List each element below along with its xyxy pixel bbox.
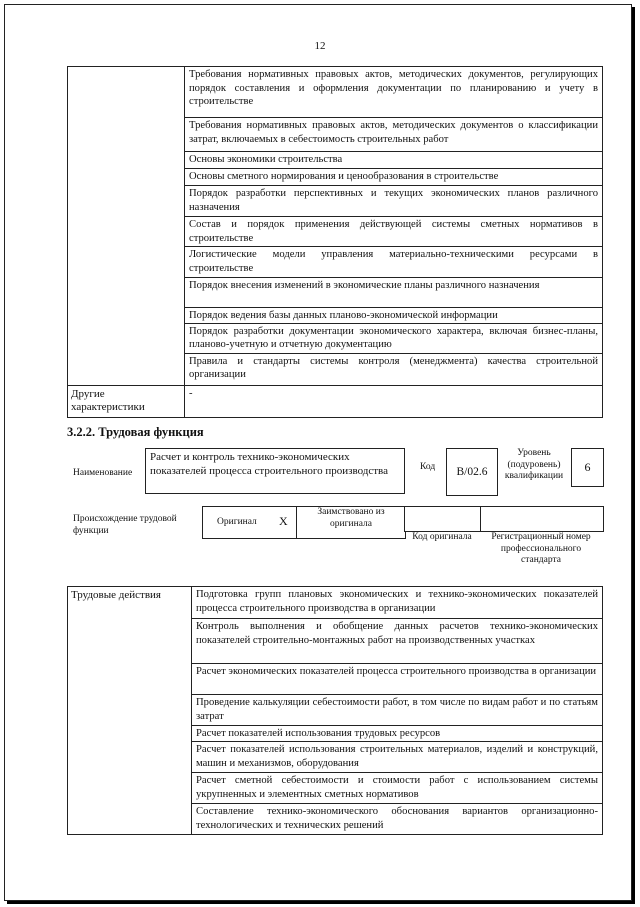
- name-label: Наименование: [73, 468, 133, 478]
- knowledge-item: Требования нормативных правовых актов, методических документов, регулирующих порядок составления и оформления документации по планированию и учету в строительстве: [185, 67, 603, 118]
- empty-label-cell: [68, 67, 185, 386]
- knowledge-item: Логистические модели управления материально-техническими ресурсами в строительстве: [185, 247, 603, 278]
- code-box: [446, 448, 498, 496]
- other-characteristics-label: Другие характеристики: [68, 385, 185, 417]
- code-label: Код: [420, 462, 436, 472]
- registration-caption: Регистрационный номер профессионального стандарта: [491, 532, 591, 565]
- labour-action-item: Составление технико-экономического обоснования вариантов организационно-технологических и технических решений: [192, 804, 603, 835]
- knowledge-table: [67, 66, 603, 418]
- knowledge-item: Порядок разработки документации экономического характера, включая бизнес-планы, планово-учетную и отчетную документацию: [185, 323, 603, 353]
- labour-action-item: Расчет экономических показателей процесса строительного производства в организации: [192, 664, 603, 695]
- knowledge-item: Порядок ведения базы данных планово-экономической информации: [185, 308, 603, 324]
- code-value: B/02.6: [456, 466, 488, 478]
- labour-action-item: Расчет показателей использования трудовых ресурсов: [192, 726, 603, 742]
- function-name: Расчет и контроль технико-экономических показателей процесса строительного производства: [150, 451, 388, 477]
- other-characteristics-value: -: [185, 385, 603, 417]
- section-title: 3.2.2. Трудовая функция: [67, 425, 204, 439]
- knowledge-item: Основы сметного нормирования и ценообразования в строительстве: [185, 169, 603, 186]
- borrowed-box: [296, 506, 406, 539]
- knowledge-item: Порядок внесения изменений в экономические планы различного назначения: [185, 278, 603, 308]
- labour-action-item: Расчет сметной себестоимости и стоимости работ с использованием системы укрупненных и элементных сметных нормативов: [192, 773, 603, 804]
- labour-actions-table: [67, 586, 603, 835]
- knowledge-item: Основы экономики строительства: [185, 152, 603, 169]
- labour-actions-label: Трудовые действия: [68, 587, 192, 835]
- level-box: [571, 448, 604, 487]
- original-box: [202, 506, 298, 539]
- knowledge-item: Состав и порядок применения действующей системы сметных нормативов в строительстве: [185, 217, 603, 247]
- labour-action-item: Подготовка групп плановых экономических и технико-экономических показателей процесса строительного производства в организации: [192, 587, 603, 619]
- page-number: 12: [314, 40, 326, 52]
- knowledge-item: Требования нормативных правовых актов, методических документов о классификации затрат, включаемых в себестоимость строительных работ: [185, 118, 603, 152]
- function-name-box: [145, 448, 405, 494]
- knowledge-item: Правила и стандарты системы контроля (менеджмента) качества строительной организации: [185, 353, 603, 385]
- level-value: 6: [584, 460, 591, 474]
- original-label: Оригинал: [217, 517, 257, 527]
- original-mark: X: [279, 514, 288, 528]
- knowledge-item: Порядок разработки перспективных и текущих экономических планов различного назначения: [185, 186, 603, 217]
- original-code-box: [404, 506, 482, 532]
- labour-action-item: Контроль выполнения и обобщение данных расчетов технико-экономических показателей строительно-монтажных работ на производственных участках: [192, 619, 603, 664]
- borrowed-label: Заимствовано из оригинала: [317, 507, 385, 529]
- registration-box: [480, 506, 604, 532]
- original-code-caption: Код оригинала: [412, 532, 472, 542]
- origin-label: Происхождение трудовой функции: [73, 514, 177, 536]
- level-label: Уровень (подуровень) квалификации: [504, 448, 564, 481]
- labour-action-item: Проведение калькуляции себестоимости работ, в том числе по видам работ и по статьям затрат: [192, 695, 603, 726]
- labour-action-item: Расчет показателей использования строительных материалов, изделий и конструкций, машин и механизмов, оборудования: [192, 742, 603, 773]
